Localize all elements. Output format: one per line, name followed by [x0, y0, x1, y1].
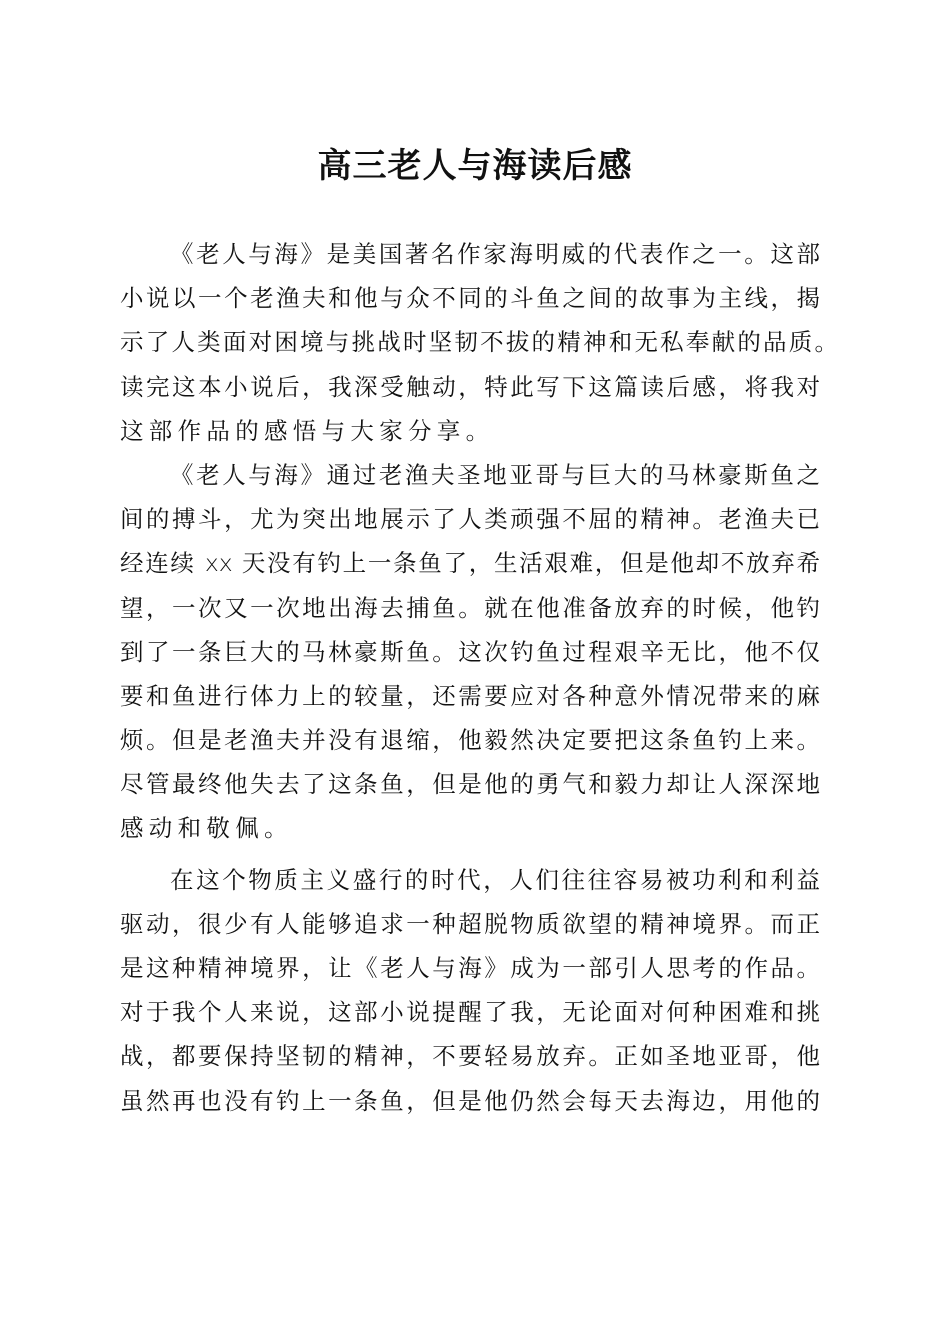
text-line: 《老人与海》是美国著名作家海明威的代表作之一。这部 — [170, 240, 820, 268]
text-line: 小说以一个老渔夫和他与众不同的斗鱼之间的故事为主线，揭 — [120, 284, 820, 313]
paragraph — [120, 453, 820, 851]
text-line: 对于我个人来说，这部小说提醒了我，无论面对何种困难和挑 — [120, 998, 820, 1027]
text-line: 虽然再也没有钓上一条鱼，但是他仍然会每天去海边，用他的 — [120, 1086, 820, 1115]
text-line: 间的搏斗，尤为突出地展示了人类顽强不屈的精神。老渔夫已 — [120, 505, 820, 534]
text-line: 望，一次又一次地出海去捕鱼。就在他准备放弃的时候，他钓 — [120, 593, 820, 622]
document-title: 高三老人与海读后感 — [317, 148, 633, 185]
text-line: 经连续 xx 天没有钓上一条鱼了，生活艰难，但是他却不放弃希 — [120, 549, 820, 578]
text-line: 是这种精神境界，让《老人与海》成为一部引人思考的作品。 — [120, 954, 820, 982]
text-line: 《老人与海》通过老渔夫圣地亚哥与巨大的马林豪斯鱼之 — [170, 460, 820, 489]
text-line: 这部作品的感悟与大家分享。 — [120, 416, 495, 445]
text-line: 在这个物质主义盛行的时代，人们往往容易被功利和利益 — [170, 865, 820, 894]
document-body — [120, 232, 838, 1123]
text-line: 读完这本小说后，我深受触动，特此写下这篇读后感，将我对 — [120, 372, 820, 401]
text-line: 烦。但是老渔夫并没有退缩，他毅然决定要把这条鱼钓上来。 — [120, 726, 820, 755]
text-line: 示了人类面对困境与挑战时坚韧不拔的精神和无私奉献的品质。 — [120, 328, 838, 357]
text-line: 到了一条巨大的马林豪斯鱼。这次钓鱼过程艰辛无比，他不仅 — [120, 637, 820, 666]
text-line: 尽管最终他失去了这条鱼，但是他的勇气和毅力却让人深深地 — [120, 770, 820, 799]
text-line: 驱动，很少有人能够追求一种超脱物质欲望的精神境界。而正 — [120, 909, 820, 938]
paragraph — [120, 232, 838, 453]
text-line: 战，都要保持坚韧的精神，不要轻易放弃。正如圣地亚哥，他 — [120, 1042, 820, 1071]
text-line: 要和鱼进行体力上的较量，还需要应对各种意外情况带来的麻 — [120, 681, 820, 710]
paragraph — [120, 858, 820, 1123]
text-line: 感动和敬佩。 — [120, 814, 293, 843]
